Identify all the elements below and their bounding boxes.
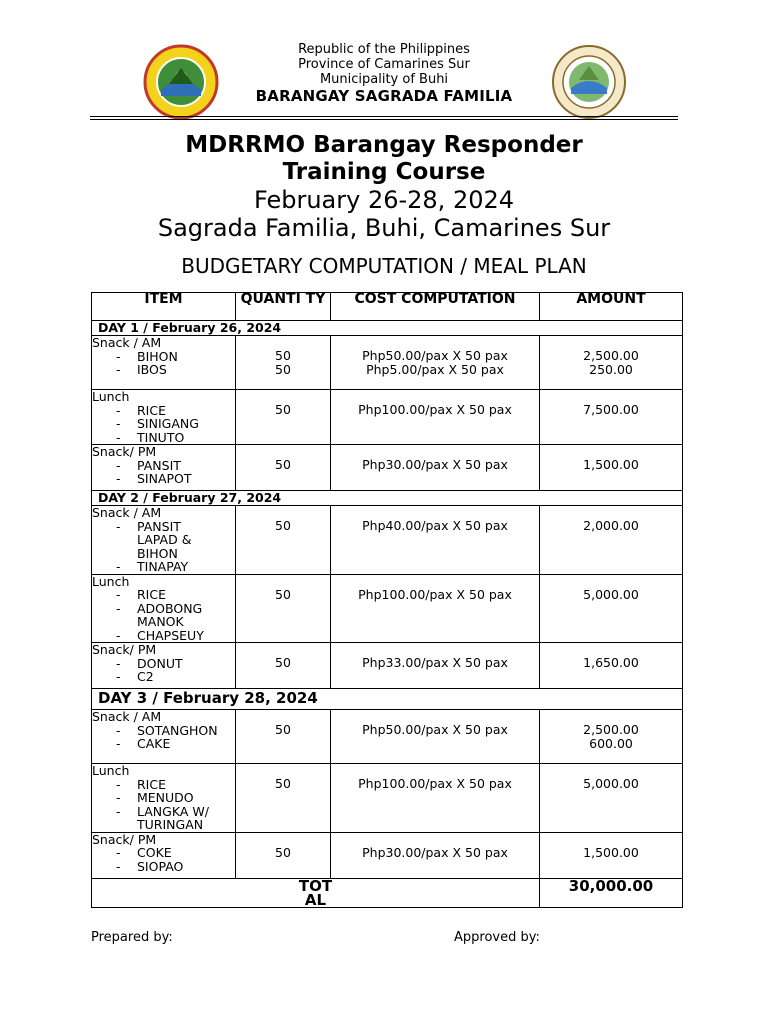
municipality-line: Municipality of Buhi [319,72,449,87]
list-item: - TINUTO [92,431,235,445]
col-header-quantity: QUANTI TY [236,293,331,321]
col-header-amount: AMOUNT [540,293,683,321]
cost-value: Php100.00/pax X 50 pax [331,574,540,643]
amount-cell [540,710,683,764]
amount-value: 5,000.00 [540,574,683,643]
cost-value: Php50.00/pax X 50 pax [331,710,540,764]
table-row [92,710,683,764]
amount-value: 600.00 [589,735,633,751]
list-item: - DONUT [92,657,235,671]
meal-cell [92,764,236,833]
amount-value: 1,500.00 [540,832,683,878]
total-label [92,878,540,907]
meal-cell [92,506,236,575]
cost-value: Php100.00/pax X 50 pax [331,390,540,445]
amount-cell [540,336,683,390]
cost-value: Php30.00/pax X 50 pax [331,832,540,878]
day-label: DAY 1 / February 26, 2024 [92,321,683,336]
meal-label: Snack/ PM [92,831,157,847]
meal-label: Lunch [92,389,130,404]
meal-label: Lunch [92,763,130,778]
list-item: - BIHON [92,350,235,364]
cost-value: Php50.00/pax X 50 pax [362,348,508,363]
meal-cell [92,390,236,445]
course-dates: February 26-28, 2024 [253,186,515,214]
list-item: - SIOPAO [92,860,235,874]
amount-value: 1,500.00 [540,445,683,491]
meal-cell [92,643,236,689]
table-row [92,643,683,689]
meal-plan-table [91,292,683,908]
list-item: - MENUDO [92,791,235,805]
table-row [92,832,683,878]
table-row [92,506,683,575]
list-item: - RICE [92,404,235,418]
total-label-text: TOT AL [298,876,333,909]
day-row [92,689,683,710]
province-line: Province of Camarines Sur [298,57,470,72]
amount-value: 2,000.00 [540,506,683,575]
meal-label: Lunch [92,573,130,589]
quantity-cell [236,336,331,390]
list-item: - SOTANGHON [92,724,235,738]
course-venue: Sagrada Familia, Buhi, Camarines Sur [157,214,611,242]
header-rule-2 [90,119,678,120]
header-rule [90,116,678,117]
meal-cell [92,445,236,491]
table-header-row [92,293,683,321]
list-item: - LANGKA W/ TURINGAN [92,805,235,832]
quantity-value: 50 [236,445,331,491]
list-item: - TINAPAY [92,560,235,574]
list-item: - PANSIT LAPAD & BIHON [92,520,235,561]
approved-by-label: Approved by: [454,930,540,945]
list-item: - C2 [92,670,235,684]
quantity-value: 50 [236,764,331,833]
cost-value: Php40.00/pax X 50 pax [331,506,540,575]
day-label: DAY 2 / February 27, 2024 [92,491,683,506]
list-item: - RICE [92,588,235,602]
list-item: - SINAPOT [92,472,235,486]
amount-value: 5,000.00 [540,764,683,833]
document-subtitle: BUDGETARY COMPUTATION / MEAL PLAN [181,254,587,278]
quantity-value: 50 [275,348,291,363]
letterhead [0,42,768,106]
amount-value: 250.00 [589,361,633,377]
meal-cell [92,336,236,390]
meal-label: Snack/ PM [92,444,157,459]
course-title-line1: MDRRMO Barangay Responder [185,132,583,158]
day-label: DAY 3 / February 28, 2024 [92,689,683,710]
meal-cell [92,574,236,643]
day-row [92,321,683,336]
col-header-cost: COST COMPUTATION [331,293,540,321]
amount-value: 2,500.00 [583,348,639,363]
meal-cell [92,710,236,764]
barangay-name: BARANGAY SAGRADA FAMILIA [255,87,513,105]
quantity-value: 50 [275,361,291,377]
republic-line: Republic of the Philippines [298,42,470,57]
list-item: - PANSIT [92,459,235,473]
list-item: - SINIGANG [92,417,235,431]
list-item: - RICE [92,778,235,792]
meal-label: Snack/ PM [92,642,157,657]
cost-cell [331,336,540,390]
cost-value: Php33.00/pax X 50 pax [331,643,540,689]
total-value: 30,000.00 [540,878,683,907]
cost-value: Php5.00/pax X 50 pax [366,361,504,377]
meal-cell [92,832,236,878]
meal-label: Snack / AM [92,335,162,350]
list-item: - ADOBONG MANOK [92,602,235,629]
quantity-value: 50 [236,710,331,764]
title-block [0,132,768,242]
table-row [92,336,683,390]
course-title-line2: Training Course [282,159,486,185]
quantity-value: 50 [236,574,331,643]
col-header-item: ITEM [92,293,236,321]
table-row [92,574,683,643]
table-row [92,764,683,833]
quantity-value: 50 [236,506,331,575]
cost-value: Php100.00/pax X 50 pax [331,764,540,833]
amount-value: 7,500.00 [540,390,683,445]
quantity-value: 50 [236,390,331,445]
total-row [92,878,683,907]
quantity-value: 50 [236,832,331,878]
amount-value: 1,650.00 [540,643,683,689]
quantity-value: 50 [236,643,331,689]
list-item: - CAKE [92,737,235,751]
prepared-by-label: Prepared by: [91,930,173,945]
amount-value: 2,500.00 [583,722,639,737]
cost-value: Php30.00/pax X 50 pax [331,445,540,491]
day-row [92,491,683,506]
list-item: - CHAPSEUY [92,629,235,643]
table-row [92,445,683,491]
list-item: - COKE [92,846,235,860]
meal-label: Snack / AM [92,709,162,724]
table-row [92,390,683,445]
meal-label: Snack / AM [92,505,162,520]
list-item: - IBOS [92,363,235,377]
